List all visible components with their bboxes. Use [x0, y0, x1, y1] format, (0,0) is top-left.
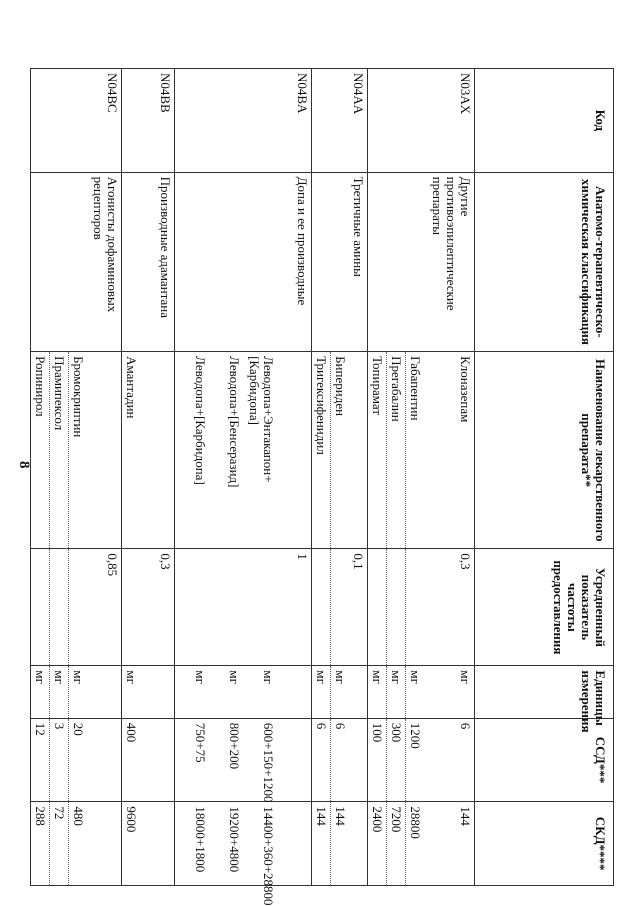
cell-drug: Леводопа+[Карбидопа]: [175, 352, 210, 549]
header-atc: Анатомо-терапевтическо-химическая классификация: [475, 172, 614, 351]
page-number: 8: [16, 461, 32, 469]
cell-ssd: 1200: [406, 718, 425, 802]
cell-atc: Допа и ее производные: [277, 172, 312, 351]
cell-atc: [406, 172, 425, 351]
cell-skd: 18000+1800: [175, 802, 210, 886]
cell-unit: [140, 666, 175, 718]
table-row: [209, 69, 243, 886]
cell-unit: мг: [209, 666, 243, 718]
table-row: [368, 69, 387, 886]
cell-atc: [50, 172, 69, 351]
cell-drug: Топирамат: [368, 352, 387, 549]
cell-avg: [31, 549, 50, 666]
cell-code: [312, 69, 331, 173]
table-header-row: [475, 69, 614, 886]
cell-unit: мг: [424, 666, 475, 718]
cell-atc: [331, 172, 350, 351]
cell-ssd: 6: [312, 718, 331, 802]
cell-unit: [87, 666, 122, 718]
cell-avg: [368, 549, 387, 666]
cell-unit: мг: [387, 666, 406, 718]
cell-skd: 480: [69, 802, 88, 886]
header-unit: Единицы измерения: [475, 666, 614, 718]
cell-atc: [122, 172, 141, 351]
cell-avg: [331, 549, 350, 666]
cell-skd: 144: [312, 802, 331, 886]
table-row: [387, 69, 406, 886]
table-row: [69, 69, 88, 886]
cell-code: [50, 69, 69, 173]
table-row: [424, 69, 475, 886]
cell-ssd: 20: [69, 718, 88, 802]
cell-skd: 72: [50, 802, 69, 886]
cell-avg: [175, 549, 210, 666]
cell-drug: Прамипексол: [50, 352, 69, 549]
cell-ssd: 3: [50, 718, 69, 802]
cell-skd: 7200: [387, 802, 406, 886]
header-skd: СКД****: [475, 802, 614, 886]
cell-unit: мг: [331, 666, 350, 718]
cell-code: [331, 69, 350, 173]
cell-unit: мг: [31, 666, 50, 718]
cell-drug: Клоназепам: [424, 352, 475, 549]
cell-ssd: 400: [122, 718, 141, 802]
cell-unit: [277, 666, 312, 718]
cell-code: [243, 69, 277, 173]
table-row: [140, 69, 175, 886]
cell-avg: [122, 549, 141, 666]
cell-code: [122, 69, 141, 173]
cell-code: N04BC: [87, 69, 122, 173]
table-row: [312, 69, 331, 886]
header-avg-frequency: Усредненный показатель частоты предоставления: [475, 549, 614, 666]
cell-code: [406, 69, 425, 173]
cell-avg: [50, 549, 69, 666]
cell-drug: [87, 352, 122, 549]
cell-code: [209, 69, 243, 173]
cell-avg: 0,1: [349, 549, 368, 666]
table-row: [349, 69, 368, 886]
cell-drug: Ропинирол: [31, 352, 50, 549]
cell-drug: Амантадин: [122, 352, 141, 549]
cell-skd: [140, 802, 175, 886]
table-row: [406, 69, 425, 886]
cell-avg: [387, 549, 406, 666]
cell-avg: 0,3: [140, 549, 175, 666]
cell-unit: мг: [368, 666, 387, 718]
cell-drug: Бипериден: [331, 352, 350, 549]
cell-atc: [209, 172, 243, 351]
header-ssd: ССД***: [475, 718, 614, 802]
cell-avg: [312, 549, 331, 666]
cell-skd: 144: [424, 802, 475, 886]
drug-classification-table: [30, 68, 614, 906]
cell-unit: мг: [50, 666, 69, 718]
cell-skd: 14400+360+28800: [243, 802, 277, 886]
cell-code: [387, 69, 406, 173]
cell-atc: [368, 172, 387, 351]
cell-drug: Прегабалин: [387, 352, 406, 549]
cell-unit: мг: [69, 666, 88, 718]
cell-ssd: 750+75: [175, 718, 210, 802]
cell-drug: Тригексифенидил: [312, 352, 331, 549]
cell-ssd: [140, 718, 175, 802]
cell-skd: [87, 802, 122, 886]
cell-atc: [69, 172, 88, 351]
table-row: [277, 69, 312, 886]
cell-code: [175, 69, 210, 173]
cell-ssd: [277, 718, 312, 802]
cell-atc: [243, 172, 277, 351]
cell-atc: Другие противоэпилептические препараты: [424, 172, 475, 351]
rotated-table-sheet: [33, 68, 614, 906]
cell-avg: [69, 549, 88, 666]
cell-code: N03AX: [424, 69, 475, 173]
cell-unit: [349, 666, 368, 718]
cell-drug: Габапентин: [406, 352, 425, 549]
cell-atc: [175, 172, 210, 351]
cell-skd: 28800: [406, 802, 425, 886]
cell-skd: [349, 802, 368, 886]
cell-atc: Производные адамантана: [140, 172, 175, 351]
cell-code: N04BB: [140, 69, 175, 173]
table-row: [87, 69, 122, 886]
cell-avg: [209, 549, 243, 666]
cell-code: [31, 69, 50, 173]
cell-avg: [406, 549, 425, 666]
cell-ssd: 12: [31, 718, 50, 802]
cell-drug: [277, 352, 312, 549]
cell-skd: 2400: [368, 802, 387, 886]
cell-ssd: [87, 718, 122, 802]
cell-drug: [140, 352, 175, 549]
cell-drug: Бромокриптин: [69, 352, 88, 549]
cell-skd: 144: [331, 802, 350, 886]
cell-code: [368, 69, 387, 173]
cell-atc: [387, 172, 406, 351]
cell-drug: [349, 352, 368, 549]
table-row: [243, 69, 277, 886]
cell-atc: Агонисты дофаминовых рецепторов: [87, 172, 122, 351]
cell-code: N04BA: [277, 69, 312, 173]
cell-ssd: 600+150+1200: [243, 718, 277, 802]
cell-ssd: 6: [331, 718, 350, 802]
cell-ssd: 800+200: [209, 718, 243, 802]
cell-unit: мг: [243, 666, 277, 718]
cell-skd: 288: [31, 802, 50, 886]
table-row: [31, 69, 50, 886]
header-code: Код: [475, 69, 614, 173]
cell-avg: 0,3: [424, 549, 475, 666]
table-row: [50, 69, 69, 886]
cell-skd: 9600: [122, 802, 141, 886]
table-row: [122, 69, 141, 886]
cell-atc: [312, 172, 331, 351]
cell-unit: мг: [406, 666, 425, 718]
cell-avg: 1: [277, 549, 312, 666]
cell-code: [69, 69, 88, 173]
cell-avg: [243, 549, 277, 666]
cell-ssd: [349, 718, 368, 802]
cell-drug: Леводопа+[Бенсеразид]: [209, 352, 243, 549]
cell-skd: [277, 802, 312, 886]
cell-ssd: 6: [424, 718, 475, 802]
cell-code: N04AA: [349, 69, 368, 173]
cell-drug: Леводопа+Энтакапон+[Карбидопа]: [243, 352, 277, 549]
cell-skd: 19200+4800: [209, 802, 243, 886]
header-drug: Наименование лекарственного препарата**: [475, 352, 614, 549]
table-row: [331, 69, 350, 886]
cell-avg: 0,85: [87, 549, 122, 666]
cell-ssd: 100: [368, 718, 387, 802]
cell-ssd: 300: [387, 718, 406, 802]
cell-unit: мг: [122, 666, 141, 718]
table-row: [175, 69, 210, 886]
cell-unit: мг: [312, 666, 331, 718]
cell-unit: мг: [175, 666, 210, 718]
cell-atc: [31, 172, 50, 351]
cell-atc: Третичные амины: [349, 172, 368, 351]
